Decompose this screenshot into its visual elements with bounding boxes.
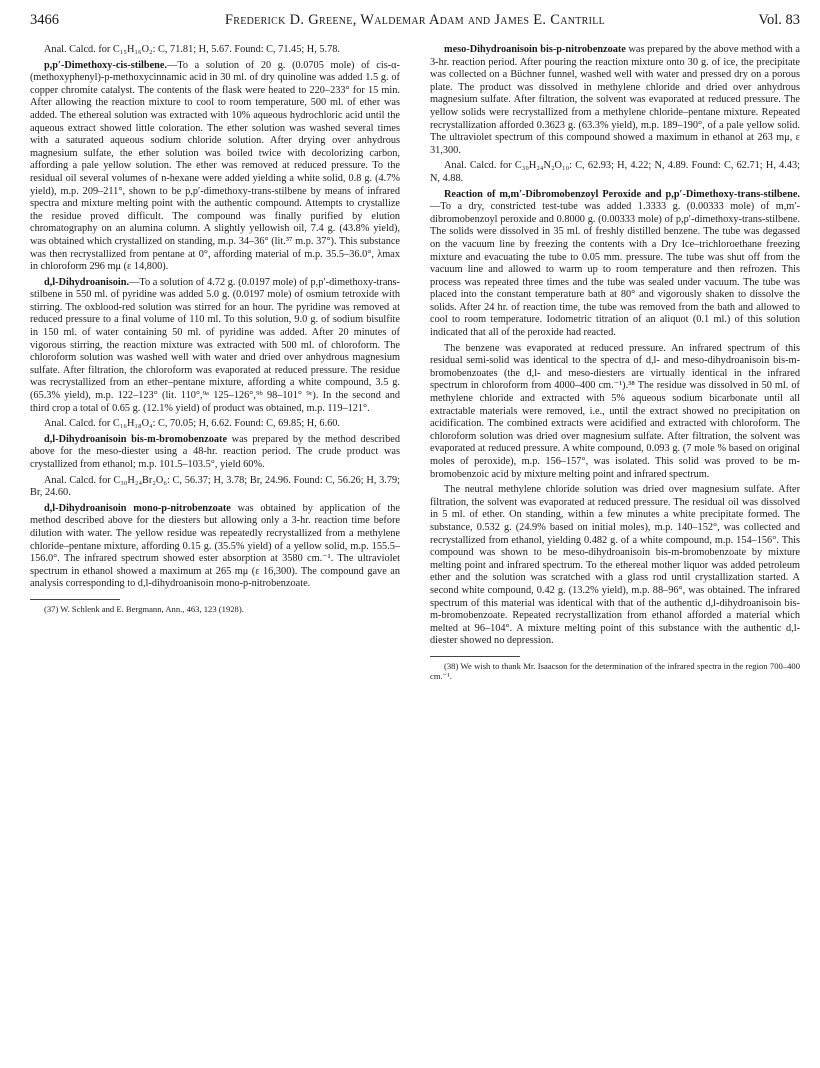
paragraph: Anal. Calcd. for C₃₀H₂₄Br₂O₆: C, 56.37; H, 3.78; Br, 24.96. Found: C, 56.26; H, 3.79; Br, 24.60. <box>30 474 400 499</box>
footnote: (38) We wish to thank Mr. Isaacson for the determination of the infrared spectra in the region 700–400 cm.⁻¹. <box>430 660 800 682</box>
footnote-rule <box>430 656 520 657</box>
paragraph: d,l-Dihydroanisoin bis-m-bromobenzoate was prepared by the method described above for the meso-diester using a 48-hr. reaction period. The crude product was crystallized from ethanol; m.p. 101.5–103.5°, yield 60%. <box>30 433 400 470</box>
paragraph: Anal. Calcd. for C₁₆H₁₈O₄: C, 70.05; H, 6.62. Found: C, 69.85; H, 6.60. <box>44 418 340 430</box>
footnote-rule <box>30 599 120 600</box>
footnote: (37) W. Schlenk and E. Bergmann, Ann., 463, 123 (1928). <box>44 603 244 614</box>
volume-label: Vol. 83 <box>758 12 800 28</box>
paragraph: Anal. Calcd. for C₃₀H₂₄N₂O₁₀: C, 62.93; H, 4.22; N, 4.89. Found: C, 62.71; H, 4.43; N, 4.88. <box>430 160 800 184</box>
paragraph: d,l-Dihydroanisoin mono-p-nitrobenzoate was obtained by application of the method described above for the diesters but allowing only a 3-hr. reaction time before dilution with water. The yellow residue was repeatedly recrystallized from a methylene chloride–pentane mixture, affording 0.15 g. (35.5% yield) of a yellow solid, m.p. 155.5–156.0°. The infrared spectrum showed ester absorption at 3580 cm.⁻¹. The ultraviolet spectrum in ethanol showed a maximum at 265 mμ (ε 16,300). The compound gave an analysis corresponding to d,l-dihydroanisoin mono-p-nitrobenzoate. <box>30 502 400 590</box>
right-column <box>430 44 800 682</box>
left-column <box>30 44 400 614</box>
paragraph: Anal. Calcd. for C₁₅H₁₆O₂: C, 71.81; H, 5.67. Found: C, 71.45; H, 5.78. <box>44 44 340 55</box>
paragraph: The benzene was evaporated at reduced pressure. An infrared spectrum of this residual semi-solid was identical to the spectra of d,l- and meso-dihydroanisoin bis-m-bromobenzoates (the d,l- and meso-diesters are virtually identical in the infrared spectrum in chloroform from 4000–400 cm.⁻¹).³⁸ The residue was dissolved in 50 ml. of methylene chloride and extracted with 5% aqueous sodium bicarbonate until all extractable materials were removed, i.e., until the extract showed no precipitation on acidification. The combined extracts were acidified and extracted with chloroform. The chloroform solution was dried over magnesium sulfate. After filtration, the solvent was evaporated at reduced pressure. A white compound, 0.093 g. (7 mole % based on original moles of peroxide), m.p. 156–157°, was isolated. This solid was proved to be m-bromobenzoic acid by mixture melting point and infrared spectrum. <box>430 342 800 480</box>
paragraph: Reaction of m,m′-Dibromobenzoyl Peroxide and p,p′-Dimethoxy-trans-stilbene.—To a dry, constricted test-tube was added 1.3333 g. (0.00333 mole) of m,m′-dibromobenzoyl peroxide and 0.8000 g. (0.00333 mole) of p,p′-dimethoxy-trans-stilbene. The solids were dissolved in 35 ml. of freshly distilled benzene. The tube was degassed on the vacuum line by freezing the contents with a Dry Ice–trichloroethane freezing mixture and evacuating the tube to 0.05 mm. pressure. The tube was shut off from the vacuum line and allowed to warm up to room temperature and then refrozen. This process was repeated three times and the tube was sealed under vacuum. The tube was placed into the constant temperature bath at 80° and vigorously shaken to dissolve the solids. After 24 hr. of reaction time, the tube was removed from the bath and allowed to cool to room temperature. Iodometric titration of an aliquot (0.1 ml.) of this solution indicated that all of the peroxide had reacted. <box>430 188 800 339</box>
running-authors: Frederick D. Greene, Waldemar Adam and James E. Cantrill <box>224 12 606 28</box>
paragraph: p,p′-Dimethoxy-cis-stilbene.—To a solution of 20 g. (0.0705 mole) of cis-α-(methoxyphenyl)-p-methoxycinnamic acid in 30 ml. of dry quinoline was added 1.5 g. of copper chromite catalyst. The contents of the flask were heated to 220–233° for 15 min. After allowing the reaction mixture to cool to room temperature, 500 ml. of ether was added. The ethereal solution was extracted with 10% aqueous hydrochloric acid until the aqueous extract showed little coloration. The ether solution was washed several times with a saturated aqueous sodium chloride solution. After drying over anhydrous magnesium sulfate, the ether solution was boiled twice with decolorizing carbon, affording a pale yellow solution. The ether was removed at reduced pressure. To the residual oil several volumes of n-hexane were added yielding a white solid, 0.8 g. (4.7% yield), m.p. 209–211°, shown to be p,p′-dimethoxy-trans-stilbene by means of infrared spectra and mixture melting point with the authentic compound. Attempts to crystallize the residue proved difficult. The compound was finally purified by elution chromatography on an alumina column. A slightly yellowish oil, 7.4 g. (43.8% yield), was obtained which crystallized on standing, m.p. 34–36° (lit.³⁷ m.p. 37°). This substance was then recrystallized from pentane at 0°, affording material of m.p. 35.5–36.0°, λmax in chloroform 296 mμ (ε 14,800). <box>30 59 400 273</box>
paragraph: The neutral methylene chloride solution was dried over magnesium sulfate. After filtration, the solvent was evaporated at reduced pressure. The residual oil was dissolved in 5 ml. of ether. On standing, within a few minutes a white precipitate formed. The substance, 0.532 g. (24.9% based on initial moles), m.p. 140–152°, was collected and recrystallized from ethanol, yielding 0.482 g. of a white compound, m.p. 154–156°. This compound was shown to be meso-dihydroanisoin bis-m-bromobenzoate by mixture melting point and infrared spectrum. To the ethereal mother liquor was added petroleum ether and the solution was scratched with a glass rod until crystallization started. A second white compound, 0.42 g. (13.2% yield), m.p. 88–96°, was obtained. The infrared spectrum of this material was identical with that of the authentic d,l-dihydroanisoin bis-m-bromobenzoate. Repeated recrystallization from ethanol afforded a material which melted at 96–104°. A mixture melting point of this substance with the authentic d,l-diester showed no depression. <box>430 484 800 647</box>
paragraph: meso-Dihydroanisoin bis-p-nitrobenzoate was prepared by the above method with a 3-hr. reaction period. After pouring the reaction mixture onto 30 g. of ice, the precipitate was collected on a Büchner funnel, washed well with water and pressed dry on a porous plate. The product was dissolved in methylene chloride and dried over anhydrous magnesium sulfate. After filtration, the solvent was evaporated at reduced pressure. The yellow solids were recrystallized from a methylene chloride–pentane mixture. Repeated recrystallization afforded 0.3623 g. (63.3% yield), m.p. 189–190°, of a pale yellow solid. The ultraviolet spectrum of this compound showed a maximum in ethanol at 263 mμ, ε 31,300. <box>430 44 800 156</box>
page-number: 3466 <box>30 12 59 28</box>
paragraph: d,l-Dihydroanisoin.—To a solution of 4.72 g. (0.0197 mole) of p,p′-dimethoxy-trans-stilbene in 550 ml. of pyridine was added 5.0 g. (0.0197 mole) of osmium tetroxide with stirring. The oxblood-red solution was stirred for an hour. The pyridine was removed at reduced pressure to a final volume of 110 ml. To this solution, 9.0 g. of sodium bisulfite in 150 ml. of water containing 50 ml. of pyridine was added. After 20 minutes of vigorous stirring, the reaction mixture was extracted with 500 ml. of chloroform. The chloroform solution was washed well with water and dried over anhydrous magnesium sulfate. After filtration, the chloroform was evaporated at reduced pressure. The residue was recrystallized from an ether–pentane mixture, affording a white compound, 3.5 g. (65.3% yield), m.p. 122–123° (lit. 110°,⁹ᵃ 125–126°,⁹ᵇ 98–101° ⁹ᶜ). In the second and third crop a total of 0.65 g. (12.1% yield) of product was obtained, m.p. 119–121°. <box>30 276 400 414</box>
running-header <box>30 12 800 36</box>
